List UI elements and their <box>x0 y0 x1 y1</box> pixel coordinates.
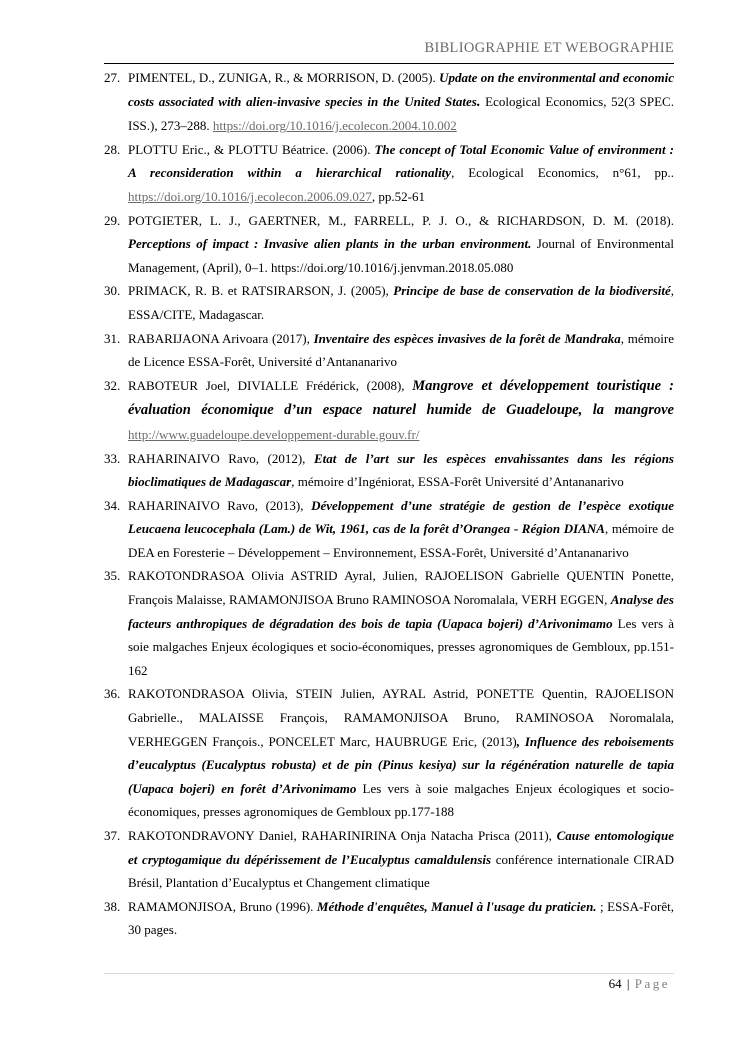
reference-title-end: . <box>476 93 481 110</box>
reference-source: Les vers à soie malgaches Enjeux écologiques et socio-économiques, presses agronomiques de Gembloux pp.177-188 <box>128 780 674 820</box>
reference-item-31 <box>104 327 674 374</box>
reference-source: Journal of Environmental Management, (April), 0–1. <box>128 236 674 275</box>
reference-title: Développement d’une stratégie de gestion de l’espèce exotique Leucaena leucocephala (Lam.) de Wit, 1961, cas de la forêt d’Orangea - Région DIANA <box>128 497 674 537</box>
reference-source: , mémoire de Licence ESSA-Forêt, Université d’Antananarivo <box>128 330 674 370</box>
reference-item-34 <box>104 494 674 565</box>
reference-authors: RABARIJAONA Arivoara (2017), <box>128 330 314 346</box>
reference-authors: PRIMACK, R. B. et RATSIRARSON, J. (2005), <box>128 283 394 299</box>
reference-source: , mémoire de DEA en Foresterie – Développement – Environnement, ESSA-Forêt, Université d’Antananarivo <box>128 521 674 560</box>
reference-pages: , pp.52-61 <box>371 188 425 204</box>
reference-link[interactable]: http://www.guadeloupe.developpement-durable.gouv.fr/ <box>128 426 420 442</box>
reference-item-37 <box>104 824 674 895</box>
reference-number: 35. <box>104 568 121 584</box>
reference-source: Ecological Economics, 52(3 SPEC. ISS.), 273–288. <box>128 93 674 134</box>
page-footer <box>104 976 670 992</box>
running-header: BIBLIOGRAPHIE ET WEBOGRAPHIE <box>424 40 674 56</box>
reference-title: Cause entomologique et cryptogamique du dépérissement de l’Eucalyptus camaldulensis <box>128 828 674 867</box>
reference-authors: RAKOTONDRASOA Olivia ASTRID Ayral, Julien, RAJOELISON Gabrielle QUENTIN Ponette, François Malaisse, RAMAMONJISOA Bruno RAMINOSOA Noromalala, VERH EGGEN, <box>128 568 674 608</box>
reference-number: 30. <box>104 283 121 299</box>
reference-number: 37. <box>104 828 121 843</box>
reference-number: 28. <box>104 141 121 157</box>
reference-item-27 <box>104 66 674 138</box>
reference-number: 27. <box>104 70 121 85</box>
reference-title: Update on the environmental and economic costs associated with alien-invasive species in the United States <box>128 70 674 109</box>
reference-item-35 <box>104 564 674 682</box>
page-number: 64 <box>608 976 622 991</box>
reference-item-36 <box>104 682 674 824</box>
reference-item-38 <box>104 895 674 942</box>
reference-list <box>104 66 674 942</box>
reference-title: Perceptions of impact : Invasive alien plants in the urban environment. <box>128 236 532 252</box>
reference-link[interactable]: https://doi.org/10.1016/j.ecolecon.2004.10.002 <box>212 118 457 134</box>
reference-authors: PLOTTU Eric., & PLOTTU Béatrice. (2006). <box>128 141 375 157</box>
reference-number: 31. <box>104 330 121 346</box>
reference-title: Méthode d'enquêtes, Manuel à l'usage du praticien. <box>316 898 597 914</box>
reference-source: Les vers à soie malgaches Enjeux écologiques et socio-économiques, presses agronomiques de Gembloux, pp.151-162 <box>128 615 674 678</box>
reference-title: Etat de l’art sur les espèces envahissantes dans les régions bioclimatiques de Madagascar <box>128 450 674 490</box>
reference-authors: RAMAMONJISOA, Bruno (1996). <box>128 898 317 914</box>
reference-authors: RAKOTONDRAVONY Daniel, RAHARINIRINA Onja Natacha Prisca (2011), <box>128 828 557 843</box>
reference-doi: https://doi.org/10.1016/j.jenvman.2018.05.080 <box>270 259 514 275</box>
reference-link[interactable]: https://doi.org/10.1016/j.ecolecon.2006.09.027 <box>128 188 372 204</box>
reference-number: 34. <box>104 497 121 513</box>
reference-item-29 <box>104 209 674 280</box>
reference-source: , mémoire d’Ingéniorat, ESSA-Forêt Université d’Antananarivo <box>291 474 624 490</box>
reference-item-33 <box>104 447 674 494</box>
reference-item-30 <box>104 279 674 326</box>
reference-source: , Ecological Economics, n°61, pp.. <box>451 165 674 181</box>
header-rule <box>104 63 674 64</box>
reference-number: 36. <box>104 686 121 702</box>
reference-item-28 <box>104 138 674 209</box>
reference-title: Analyse des facteurs anthropiques de dégradation des bois de tapia (Uapaca bojeri) d’Arivonimamo <box>128 592 674 631</box>
reference-authors: RABOTEUR Joel, DIVIALLE Frédérick, (2008), <box>128 377 413 393</box>
reference-number: 33. <box>104 450 121 466</box>
reference-number: 38. <box>104 898 121 914</box>
reference-item-32 <box>104 374 674 447</box>
reference-title: Principe de base de conservation de la biodiversité <box>393 283 671 299</box>
footer-rule <box>104 973 674 974</box>
reference-authors: RAKOTONDRASOA Olivia, STEIN Julien, AYRAL Astrid, PONETTE Quentin, RAJOELISON Gabrielle., MALAISSE François, RAMAMONJISOA Bruno, RAMINOSOA Noromalala, VERHEGGEN François., PONCELET Marc, HAUBRUGE Eric, (2013) <box>128 686 674 749</box>
reference-source: , ESSA/CITE, Madagascar. <box>128 283 674 322</box>
reference-source: conférence internationale CIRAD Brésil, Plantation d’Eucalyptus et Changement climatique <box>128 851 674 891</box>
reference-source: ; ESSA-Forêt, 30 pages. <box>128 898 674 938</box>
footer-separator: | <box>626 976 630 991</box>
reference-title: The concept of Total Economic Value of environment : A reconsideration within a hierarchical rationality <box>128 141 674 181</box>
reference-authors: POTGIETER, L. J., GAERTNER, M., FARRELL, P. J. O., & RICHARDSON, D. M. (2018). <box>128 212 674 228</box>
reference-number: 32. <box>104 377 121 393</box>
reference-authors: PIMENTEL, D., ZUNIGA, R., & MORRISON, D. (2005). <box>128 70 440 85</box>
reference-title: Inventaire des espèces invasives de la forêt de Mandraka <box>313 330 621 346</box>
page-label: Page <box>634 976 670 991</box>
reference-title: , Influence des reboisements d’eucalyptus (Eucalyptus robusta) et de pin (Pinus kesiya) sur la régénération naturelle de tapia (Uapaca bojeri) en forêt d’Arivonimamo <box>128 733 674 796</box>
reference-title: Mangrove et développement touristique : évaluation économique d’un espace naturel humide de Guadeloupe, la mangrove <box>128 377 674 419</box>
reference-authors: RAHARINAIVO Ravo, (2013), <box>128 497 312 513</box>
reference-authors: RAHARINAIVO Ravo, (2012), <box>128 450 314 466</box>
reference-number: 29. <box>104 212 121 228</box>
